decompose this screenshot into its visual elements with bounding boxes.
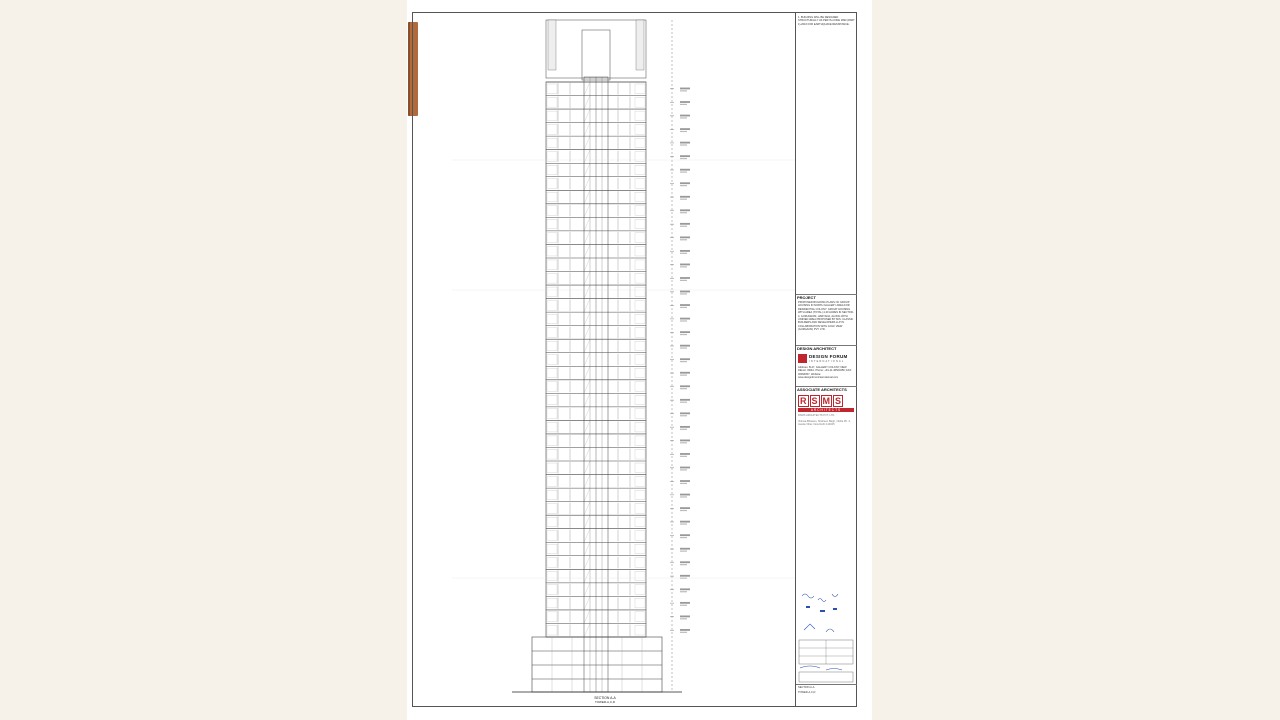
window xyxy=(547,328,557,338)
level-marker xyxy=(670,385,690,389)
window xyxy=(635,463,645,473)
window xyxy=(547,504,557,514)
stair-flight xyxy=(584,217,590,231)
level-text-mark xyxy=(680,293,687,294)
window xyxy=(547,571,557,581)
stair-flight xyxy=(584,583,590,597)
level-text-mark xyxy=(680,318,690,320)
stair-flight xyxy=(584,529,590,543)
level-marker xyxy=(670,128,690,132)
divider xyxy=(796,684,857,685)
window xyxy=(547,625,557,635)
level-text-mark xyxy=(680,171,687,172)
stair-flight xyxy=(584,515,590,529)
level-text-mark xyxy=(680,469,687,470)
level-marker xyxy=(670,155,690,159)
window xyxy=(635,287,645,297)
stair-flight xyxy=(584,420,590,434)
stair-flight xyxy=(584,272,590,286)
stair-flight xyxy=(584,204,590,218)
design-forum-logo-icon xyxy=(798,354,807,363)
stair-flight xyxy=(584,285,590,299)
stair-flight xyxy=(584,542,590,556)
level-text-mark xyxy=(680,223,690,225)
level-text-mark xyxy=(680,618,687,619)
stair-flight xyxy=(584,339,590,353)
level-marker xyxy=(670,480,690,484)
lift-overrun xyxy=(582,30,610,80)
window xyxy=(635,125,645,135)
window xyxy=(547,179,557,189)
window xyxy=(635,382,645,392)
stair-flight xyxy=(584,596,590,610)
level-text-mark xyxy=(680,182,690,184)
window xyxy=(547,274,557,284)
design-forum-address: Address: B-47, GALLERY COLONY, NEW DELHI, INDIA. Phone: +91-11-46523456; FAX: 46094057. Website: www.designforuminternational.com xyxy=(798,366,852,380)
rsms-letter: R xyxy=(800,396,807,406)
level-text-mark xyxy=(680,239,687,240)
window xyxy=(547,531,557,541)
crown-outline xyxy=(546,20,646,78)
level-text-mark xyxy=(680,561,690,563)
level-text-mark xyxy=(680,331,690,333)
level-text-mark xyxy=(680,169,690,171)
stair-flight xyxy=(584,109,590,123)
level-text-mark xyxy=(680,453,690,455)
level-marker xyxy=(670,101,690,105)
level-marker xyxy=(670,115,690,119)
level-marker xyxy=(670,223,690,227)
window xyxy=(547,233,557,243)
window xyxy=(547,598,557,608)
stair-flight xyxy=(584,393,590,407)
level-text-mark xyxy=(680,402,687,403)
level-marker xyxy=(670,534,690,538)
window xyxy=(547,382,557,392)
level-text-mark xyxy=(680,358,690,360)
level-text-mark xyxy=(680,209,690,211)
project-description: PROPOSED BUILDING PLANS OF GROUP HOUSING IN NORTH GALLERY AREA FOR RESIDENTIAL COLONY: GROUP HOUSING WITH AREA (TOTAL) 4.40 ACRES IN SECTOR-4, GURUGRAM, HARYANA, ALONG WITH UNIFIED AREA PROPOSED BY M/S. CLASSIC BUILDERS AND DEVELOPERS LLP IN COLLABORATION WITH GOLF VIEW (GURGAON) PVT. LTD. xyxy=(798,301,854,332)
stair-flight xyxy=(584,447,590,461)
stair-flight xyxy=(584,366,590,380)
level-text-mark xyxy=(680,117,687,118)
window xyxy=(635,490,645,500)
podium-outline xyxy=(532,637,662,692)
stair-flight xyxy=(584,150,590,164)
level-marker xyxy=(670,264,690,268)
level-marker xyxy=(670,236,690,240)
level-marker xyxy=(670,494,690,498)
window xyxy=(635,368,645,378)
level-text-mark xyxy=(680,236,690,238)
window xyxy=(547,612,557,622)
stair-flight xyxy=(584,96,590,110)
window xyxy=(547,436,557,446)
level-text-mark xyxy=(680,347,687,348)
level-text-mark xyxy=(680,264,690,266)
stair-flight xyxy=(584,461,590,475)
window xyxy=(635,314,645,324)
window xyxy=(547,544,557,554)
associate-architects-heading: ASSOCIATE ARCHITECTS xyxy=(797,387,847,392)
window xyxy=(635,612,645,622)
window xyxy=(547,395,557,405)
crown-fin xyxy=(636,20,644,70)
window xyxy=(547,287,557,297)
level-text-mark xyxy=(680,131,687,132)
rsms-logo xyxy=(798,395,854,412)
rsms-letter: S xyxy=(835,396,842,406)
window xyxy=(547,138,557,148)
window xyxy=(635,504,645,514)
level-marker xyxy=(670,304,690,308)
level-text-mark xyxy=(680,115,690,117)
level-text-mark xyxy=(680,212,687,213)
window xyxy=(635,571,645,581)
crown-fin xyxy=(548,20,556,70)
level-marker xyxy=(670,345,690,349)
level-text-mark xyxy=(680,588,690,590)
tower-section xyxy=(546,20,646,692)
level-marker xyxy=(670,182,690,186)
window xyxy=(547,219,557,229)
window xyxy=(635,233,645,243)
stair-flight xyxy=(584,326,590,340)
window xyxy=(547,477,557,487)
window xyxy=(635,409,645,419)
level-text-mark xyxy=(680,345,690,347)
stair-flight xyxy=(584,556,590,570)
level-text-mark xyxy=(680,266,687,267)
window xyxy=(547,449,557,459)
level-marker xyxy=(670,358,690,362)
level-text-mark xyxy=(680,101,690,103)
level-text-mark xyxy=(680,537,687,538)
window xyxy=(635,138,645,148)
window xyxy=(635,111,645,121)
level-text-mark xyxy=(680,90,687,91)
stair-flight xyxy=(584,623,590,637)
stair-flight xyxy=(584,610,590,624)
window xyxy=(635,84,645,94)
stair-flight xyxy=(584,475,590,489)
level-marker xyxy=(670,331,690,335)
window xyxy=(635,179,645,189)
level-text-mark xyxy=(680,250,690,252)
window xyxy=(635,585,645,595)
level-marker xyxy=(670,507,690,511)
level-text-mark xyxy=(680,534,690,536)
section-sublabel: TOWER-A,C,D xyxy=(594,700,616,704)
general-notes: 1. BUILDING WILL BE DESIGNED STRUCTURALLY AS PER IS-CODE 1893 (PART 1)-2016 FOR EARTHQUAKE RESISTANCE. xyxy=(798,16,855,26)
section-label: SECTION A-A xyxy=(594,696,616,700)
level-marker xyxy=(670,169,690,173)
window xyxy=(635,260,645,270)
design-forum-subname: INTERNATIONAL xyxy=(809,360,845,363)
stair-flight xyxy=(584,488,590,502)
level-text-mark xyxy=(680,399,690,401)
window xyxy=(547,409,557,419)
window xyxy=(547,422,557,432)
window xyxy=(635,449,645,459)
stair-flight xyxy=(584,231,590,245)
level-text-mark xyxy=(680,591,687,592)
window xyxy=(635,531,645,541)
level-marker xyxy=(670,521,690,525)
level-text-mark xyxy=(680,142,690,144)
level-marker xyxy=(670,196,690,200)
window xyxy=(635,395,645,405)
rsms-company: RSMS ARCHITECTS PVT. LTD. xyxy=(798,414,835,417)
window xyxy=(635,598,645,608)
level-marker xyxy=(670,412,690,416)
window xyxy=(635,328,645,338)
level-text-mark xyxy=(680,196,690,198)
level-text-mark xyxy=(680,496,687,497)
level-text-mark xyxy=(680,388,687,389)
window xyxy=(635,219,645,229)
rsms-sub: ARCHITECTS xyxy=(798,408,854,412)
stair-flight xyxy=(584,299,590,313)
level-text-mark xyxy=(680,632,687,633)
level-marker xyxy=(670,467,690,471)
level-marker xyxy=(670,548,690,552)
window xyxy=(547,165,557,175)
level-text-mark xyxy=(680,291,690,293)
project-heading: PROJECT xyxy=(797,295,816,300)
level-marker xyxy=(670,629,690,633)
window xyxy=(635,206,645,216)
level-text-mark xyxy=(680,548,690,550)
level-text-mark xyxy=(680,564,687,565)
level-marker xyxy=(670,372,690,376)
window xyxy=(547,301,557,311)
stair-flight xyxy=(584,407,590,421)
level-text-mark xyxy=(680,88,690,90)
section-drawing xyxy=(412,12,795,707)
level-text-mark xyxy=(680,334,687,335)
window xyxy=(547,125,557,135)
level-text-mark xyxy=(680,385,690,387)
window xyxy=(635,558,645,568)
level-marker xyxy=(670,209,690,213)
level-text-mark xyxy=(680,104,687,105)
window xyxy=(547,98,557,108)
window xyxy=(635,165,645,175)
level-text-mark xyxy=(680,575,690,577)
stair-flight xyxy=(584,244,590,258)
rsms-address: Vishwa Bhawan, Shaheen Bagh, Okhla Ph. II, Jasola Vihar, New Delhi 110025 xyxy=(798,420,851,427)
stair-flight xyxy=(584,82,590,96)
level-marker xyxy=(670,588,690,592)
level-marker xyxy=(670,453,690,457)
level-marker xyxy=(670,291,690,295)
window xyxy=(547,558,557,568)
level-text-mark xyxy=(680,521,690,523)
window xyxy=(547,260,557,270)
window xyxy=(547,152,557,162)
window xyxy=(547,490,557,500)
level-marker xyxy=(670,250,690,254)
level-marker xyxy=(670,277,690,281)
sheet-title: SECTION A-A xyxy=(798,686,815,689)
level-text-mark xyxy=(680,412,690,414)
window xyxy=(547,84,557,94)
level-text-mark xyxy=(680,426,690,428)
window xyxy=(635,341,645,351)
level-marker xyxy=(670,615,690,619)
level-text-mark xyxy=(680,507,690,509)
level-text-mark xyxy=(680,442,687,443)
window xyxy=(547,111,557,121)
level-marker xyxy=(670,399,690,403)
window xyxy=(635,625,645,635)
level-text-mark xyxy=(680,440,690,442)
stair-flight xyxy=(584,380,590,394)
stair-flight xyxy=(584,258,590,272)
level-marker xyxy=(670,318,690,322)
window xyxy=(547,341,557,351)
window xyxy=(635,544,645,554)
stair-flight xyxy=(584,353,590,367)
level-text-mark xyxy=(680,480,690,482)
window xyxy=(635,152,645,162)
level-marker xyxy=(670,142,690,146)
window xyxy=(547,368,557,378)
stair-flight xyxy=(584,177,590,191)
stair-flight xyxy=(584,136,590,150)
level-text-mark xyxy=(680,226,687,227)
level-text-mark xyxy=(680,629,690,631)
level-marker xyxy=(670,561,690,565)
level-markers xyxy=(452,20,795,692)
window xyxy=(547,206,557,216)
window xyxy=(635,436,645,446)
level-text-mark xyxy=(680,158,687,159)
window xyxy=(547,585,557,595)
level-text-mark xyxy=(680,320,687,321)
level-text-mark xyxy=(680,185,687,186)
sheet-number: TOWER-A,C,D xyxy=(798,691,816,694)
level-text-mark xyxy=(680,361,687,362)
level-marker xyxy=(670,426,690,430)
title-block xyxy=(795,12,857,707)
window xyxy=(635,477,645,487)
level-text-mark xyxy=(680,605,687,606)
rsms-letter: S xyxy=(811,396,818,406)
stair-flight xyxy=(584,190,590,204)
level-text-mark xyxy=(680,155,690,157)
window xyxy=(635,355,645,365)
stair-flight xyxy=(584,434,590,448)
stair-flight xyxy=(584,312,590,326)
level-text-mark xyxy=(680,280,687,281)
window xyxy=(635,192,645,202)
window xyxy=(547,314,557,324)
approval-stamps xyxy=(796,590,858,707)
level-text-mark xyxy=(680,615,690,617)
window xyxy=(635,301,645,311)
level-text-mark xyxy=(680,602,690,604)
level-text-mark xyxy=(680,429,687,430)
level-text-mark xyxy=(680,375,687,376)
window xyxy=(635,422,645,432)
level-marker xyxy=(670,575,690,579)
level-text-mark xyxy=(680,494,690,496)
design-forum-name: DESIGN FORUM xyxy=(809,354,848,359)
level-text-mark xyxy=(680,144,687,145)
window xyxy=(635,517,645,527)
level-text-mark xyxy=(680,307,687,308)
level-marker xyxy=(670,602,690,606)
level-text-mark xyxy=(680,523,687,524)
level-text-mark xyxy=(680,510,687,511)
window xyxy=(547,517,557,527)
design-architect-heading: DESIGN ARCHITECT xyxy=(797,346,837,351)
podium-section xyxy=(512,637,682,692)
level-text-mark xyxy=(680,551,687,552)
stair-flight xyxy=(584,123,590,137)
stair-flight xyxy=(584,502,590,516)
level-marker xyxy=(670,88,690,92)
level-text-mark xyxy=(680,578,687,579)
window xyxy=(547,246,557,256)
rsms-letter: M xyxy=(822,396,831,406)
level-text-mark xyxy=(680,199,687,200)
window xyxy=(547,192,557,202)
window xyxy=(635,246,645,256)
level-text-mark xyxy=(680,467,690,469)
window xyxy=(547,355,557,365)
level-text-mark xyxy=(680,253,687,254)
level-text-mark xyxy=(680,456,687,457)
level-marker xyxy=(670,440,690,444)
level-text-mark xyxy=(680,483,687,484)
level-text-mark xyxy=(680,277,690,279)
level-text-mark xyxy=(680,128,690,130)
level-text-mark xyxy=(680,372,690,374)
stair-flight xyxy=(584,163,590,177)
level-text-mark xyxy=(680,304,690,306)
level-text-mark xyxy=(680,415,687,416)
window xyxy=(547,463,557,473)
stair-flight xyxy=(584,569,590,583)
window xyxy=(635,274,645,284)
window xyxy=(635,98,645,108)
